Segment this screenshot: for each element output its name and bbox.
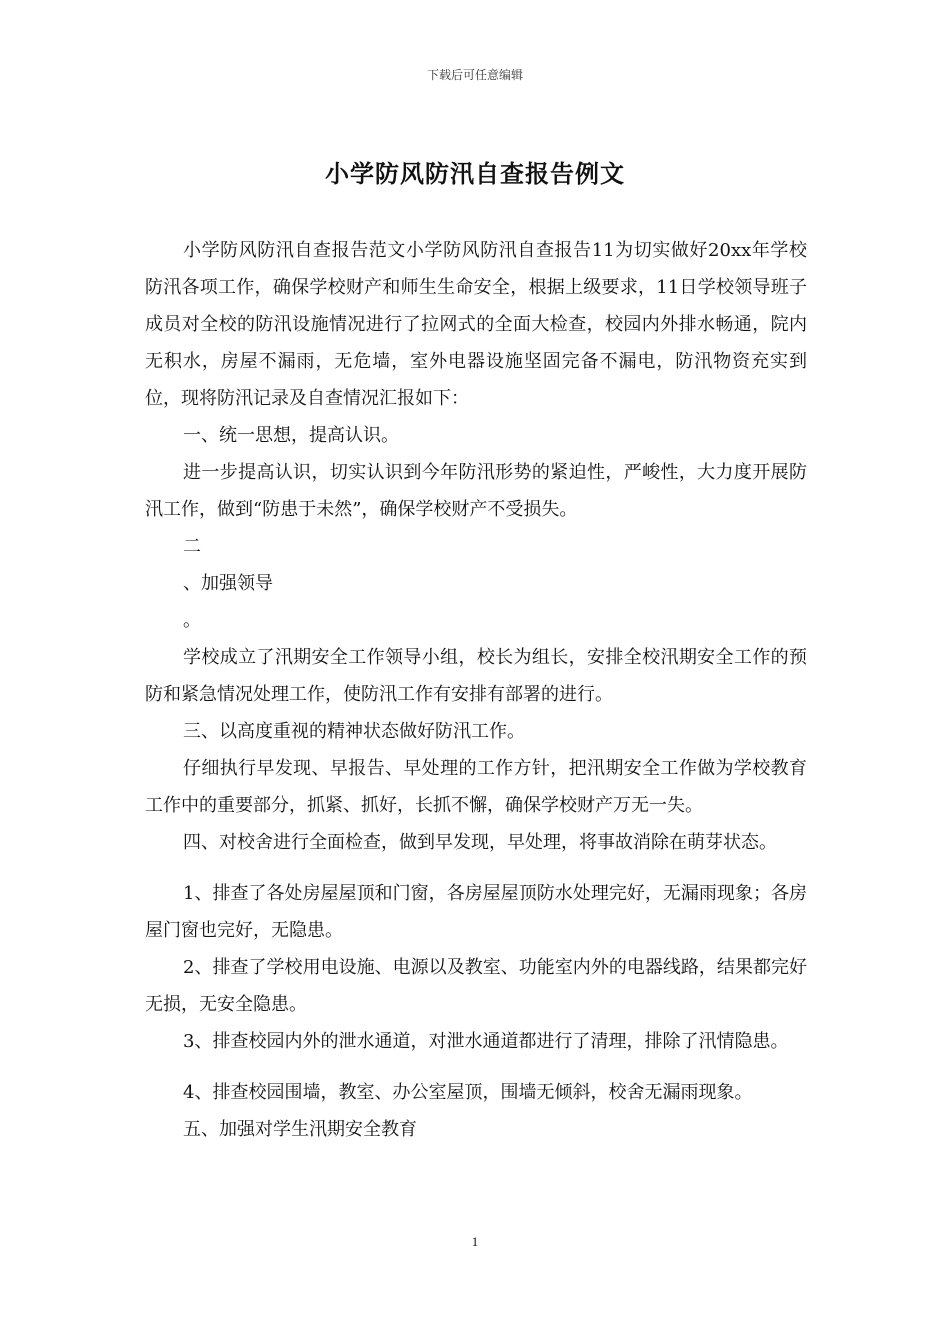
section-heading-4: 四、对校舍进行全面检查，做到早发现，早处理，将事故消除在萌芽状态。 [183, 832, 777, 853]
paragraph-section-3: 仔细执行早发现、早报告、早处理的工作方针，把汛期安全工作做为学校教育工作中的重要部分，抓紧、抓好，长抓不懈，确保学校财产万无一失。 [145, 758, 807, 816]
page-header-note: 下载后可任意编辑 [426, 68, 523, 82]
list-item-1: 1、排查了各处房屋屋顶和门窗，各房屋屋顶防水处理完好，无漏雨现象；各房屋门窗也完好，无隐患。 [145, 883, 807, 941]
section-heading-2-period: 。 [183, 610, 201, 631]
page-number: 1 [471, 1234, 479, 1249]
paragraph-section-2: 学校成立了汛期安全工作领导小组，校长为组长，安排全校汛期安全工作的预防和紧急情况处理工作，使防汛工作有安排有部署的进行。 [145, 647, 807, 705]
section-heading-2-number: 二 [183, 536, 201, 557]
paragraph-intro: 小学防风防汛自查报告范文小学防风防汛自查报告11为切实做好20xx年学校防汛各项工作，确保学校财产和师生生命安全，根据上级要求，11日学校领导班子成员对全校的防汛设施情况进行了拉网式的全面大检查，校园内外排水畅通，院内无积水，房屋不漏雨，无危墙，室外电器设施坚固完备不漏电，防汛物资充实到位，现将防汛记录及自查情况汇报如下： [145, 240, 807, 409]
section-heading-1: 一、统一思想，提高认识。 [183, 425, 399, 446]
document-title: 小学防风防汛自查报告例文 [325, 160, 625, 188]
document-body [145, 232, 807, 1148]
list-item-3: 3、排查校园内外的泄水通道，对泄水通道都进行了清理，排除了汛情隐患。 [183, 1031, 789, 1052]
section-heading-2-text: 、加强领导 [183, 573, 273, 594]
section-heading-3: 三、以高度重视的精神状态做好防汛工作。 [183, 721, 525, 742]
section-heading-5: 五、加强对学生汛期安全教育 [183, 1119, 417, 1140]
list-item-4: 4、排查校园围墙，教室、办公室屋顶，围墙无倾斜，校舍无漏雨现象。 [183, 1082, 753, 1103]
list-item-2: 2、排查了学校用电设施、电源以及教室、功能室内外的电器线路，结果都完好无损，无安全隐患。 [145, 957, 807, 1015]
paragraph-section-1: 进一步提高认识，切实认识到今年防汛形势的紧迫性，严峻性，大力度开展防汛工作，做到“防患于未然”，确保学校财产不受损失。 [145, 462, 807, 520]
